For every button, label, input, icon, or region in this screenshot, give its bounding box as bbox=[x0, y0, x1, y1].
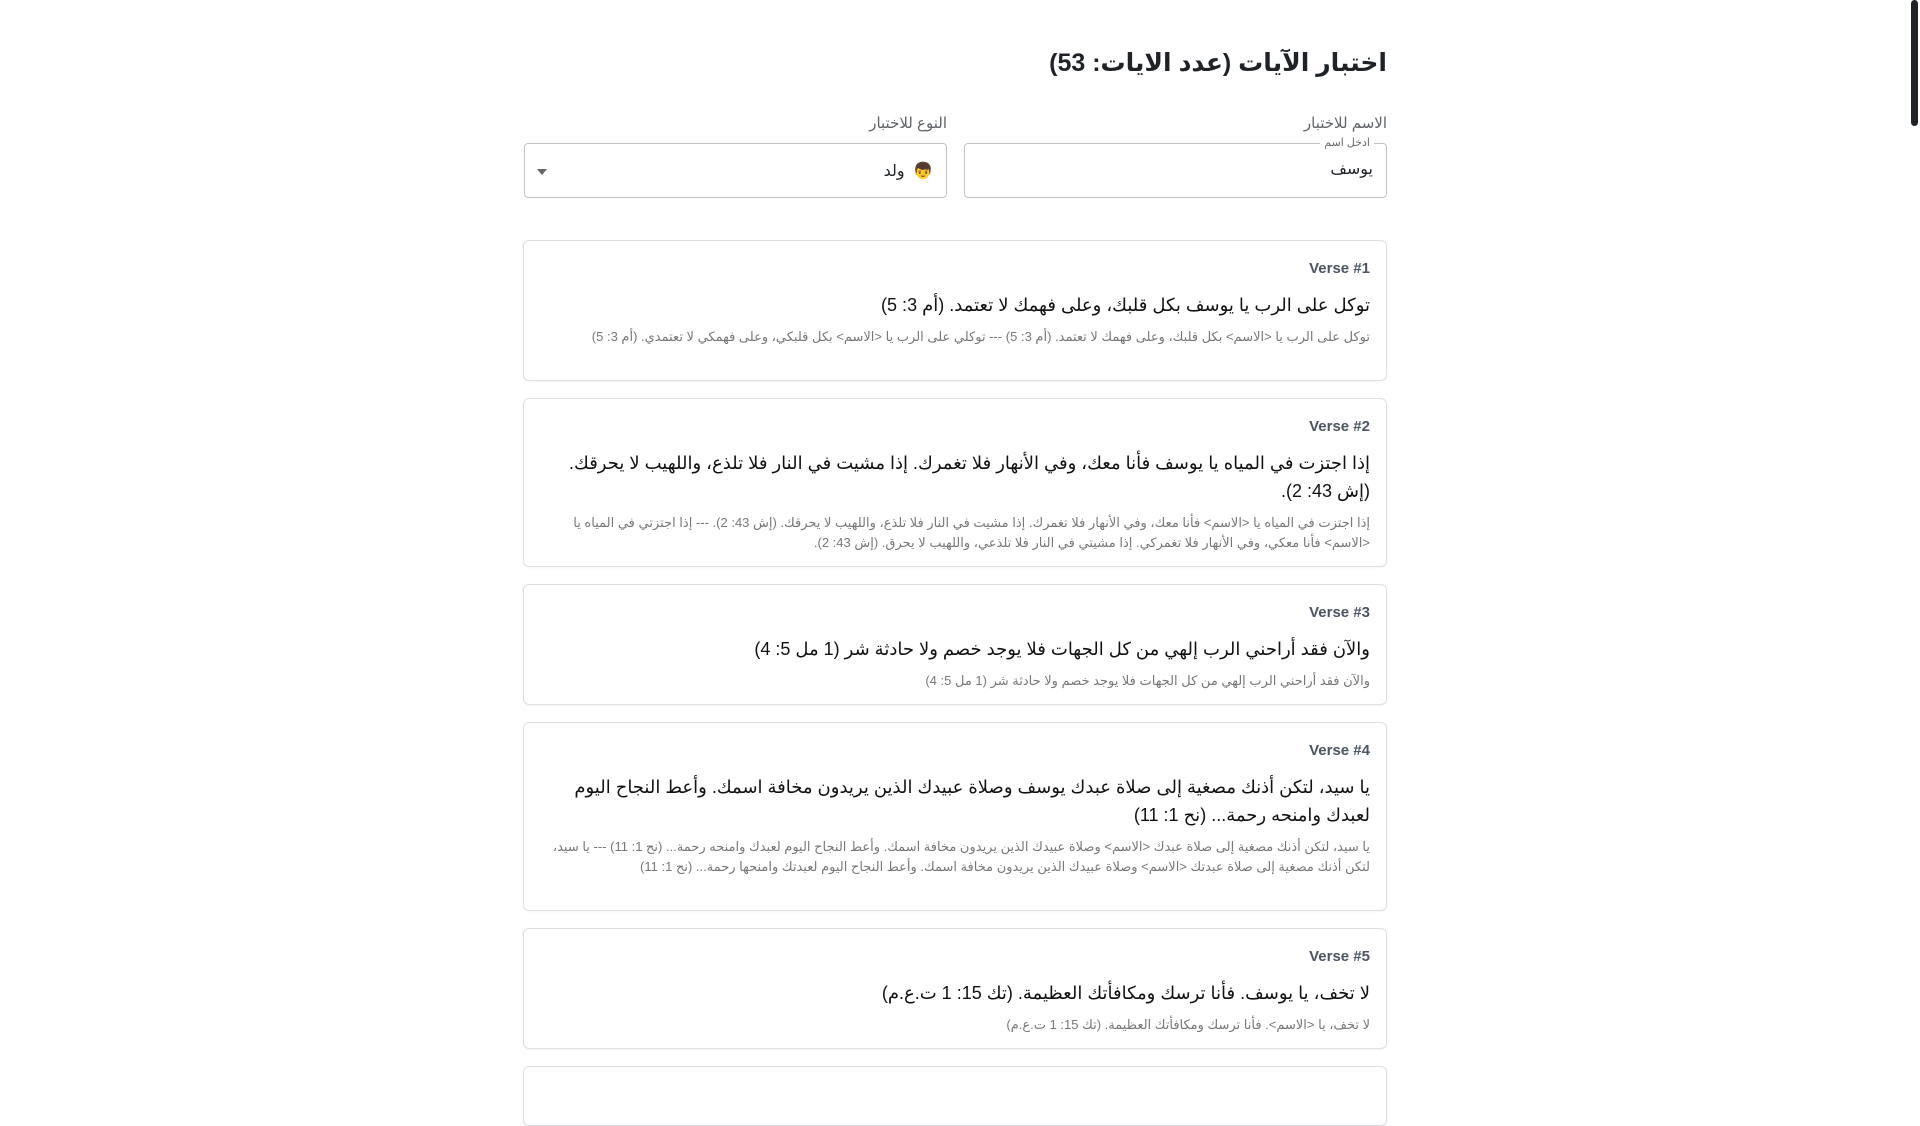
verse-text: إذا اجتزت في المياه يا يوسف فأنا معك، وفي الأنهار فلا تغمرك. إذا مشيت في النار فلا تلذع، واللهيب لا يحرقك. (إش 43: 2). bbox=[569, 453, 1370, 501]
name-floating-label: ادخل اسم bbox=[1320, 136, 1374, 149]
verse-template: يا سيد، لتكن أذنك مصغية إلى صلاة عبدك <الاسم> وصلاة عبيدك الذين يريدون مخافة اسمك. وأعط النجاح اليوم لعبدك وامنحه رحمة... (نح 1: 11) --- يا سيد، لتكن أذنك مصغية إلى صلاة عبدتك <الاسم> وصلاة عبيدك الذين يريدون مخافة اسمك. وأعط النجاح اليوم لعبدتك وامنحها رحمة... (نح 1: 11) bbox=[552, 839, 1370, 874]
verse-number: Verse #3 bbox=[1309, 604, 1370, 621]
verse-card-partial bbox=[523, 1066, 1387, 1126]
verse-template: توكل على الرب يا <الاسم> بكل قلبك، وعلى فهمك لا تعتمد. (أم 3: 5) --- توكلي على الرب يا <الاسم> بكل قلبكي، وعلى فهمكي لا تعتمدي. (أم 3: 5) bbox=[591, 329, 1370, 344]
verse-text: لا تخف، يا يوسف. فأنا ترسك ومكافأتك العظيمة. (تك 15: 1 ت.ع.م) bbox=[881, 983, 1370, 1003]
verse-card bbox=[523, 584, 1387, 705]
scrollbar-thumb[interactable] bbox=[1911, 0, 1918, 126]
boy-icon: 👦 bbox=[913, 163, 933, 180]
verse-card bbox=[523, 240, 1387, 381]
verse-number: Verse #2 bbox=[1309, 418, 1370, 435]
type-select[interactable] bbox=[524, 143, 947, 198]
verse-text: يا سيد، لتكن أذنك مصغية إلى صلاة عبدك يوسف وصلاة عبيدك الذين يريدون مخافة اسمك. وأعط النجاح اليوم لعبدك وامنحه رحمة... (نح 1: 11) bbox=[574, 777, 1370, 825]
name-input[interactable] bbox=[993, 160, 1373, 178]
verse-template: والآن فقد أراحني الرب إلهي من كل الجهات فلا يوجد خصم ولا حادثة شر (1 مل 5: 4) bbox=[925, 673, 1370, 688]
verse-number: Verse #4 bbox=[1309, 742, 1370, 759]
verse-card bbox=[523, 928, 1387, 1049]
verse-card bbox=[523, 722, 1387, 911]
chevron-down-icon[interactable] bbox=[537, 169, 547, 175]
verse-number: Verse #1 bbox=[1309, 260, 1370, 277]
verse-number: Verse #5 bbox=[1309, 948, 1370, 965]
verse-text: توكل على الرب يا يوسف بكل قلبك، وعلى فهمك لا تعتمد. (أم 3: 5) bbox=[881, 295, 1370, 315]
name-field[interactable] bbox=[964, 137, 1387, 198]
verse-text: والآن فقد أراحني الرب إلهي من كل الجهات فلا يوجد خصم ولا حادثة شر (1 مل 5: 4) bbox=[754, 639, 1370, 659]
type-field-label: النوع للاختبار bbox=[869, 115, 947, 132]
type-selected-label: ولد bbox=[883, 163, 905, 180]
page-title: اختبار الآيات (عدد الايات: 53) bbox=[1049, 49, 1387, 77]
type-selected-value bbox=[884, 161, 933, 181]
verse-template: إذا اجتزت في المياه يا <الاسم> فأنا معك، وفي الأنهار فلا تغمرك. إذا مشيت في النار فلا تلذع، واللهيب لا يحرقك. (إش 43: 2). --- إذا اجتزتي في المياه يا <الاسم> فأنا معكي، وفي الأنهار فلا تغمركي. إذا مشيتي في النار فلا تلذعي، واللهيب لا يحرق. (إش 43: 2). bbox=[573, 515, 1370, 550]
verse-card bbox=[523, 398, 1387, 567]
name-field-label: الاسم للاختبار bbox=[1303, 115, 1387, 132]
verse-template: لا تخف، يا <الاسم>. فأنا ترسك ومكافأتك العظيمة. (تك 15: 1 ت.ع.م) bbox=[1006, 1017, 1370, 1032]
